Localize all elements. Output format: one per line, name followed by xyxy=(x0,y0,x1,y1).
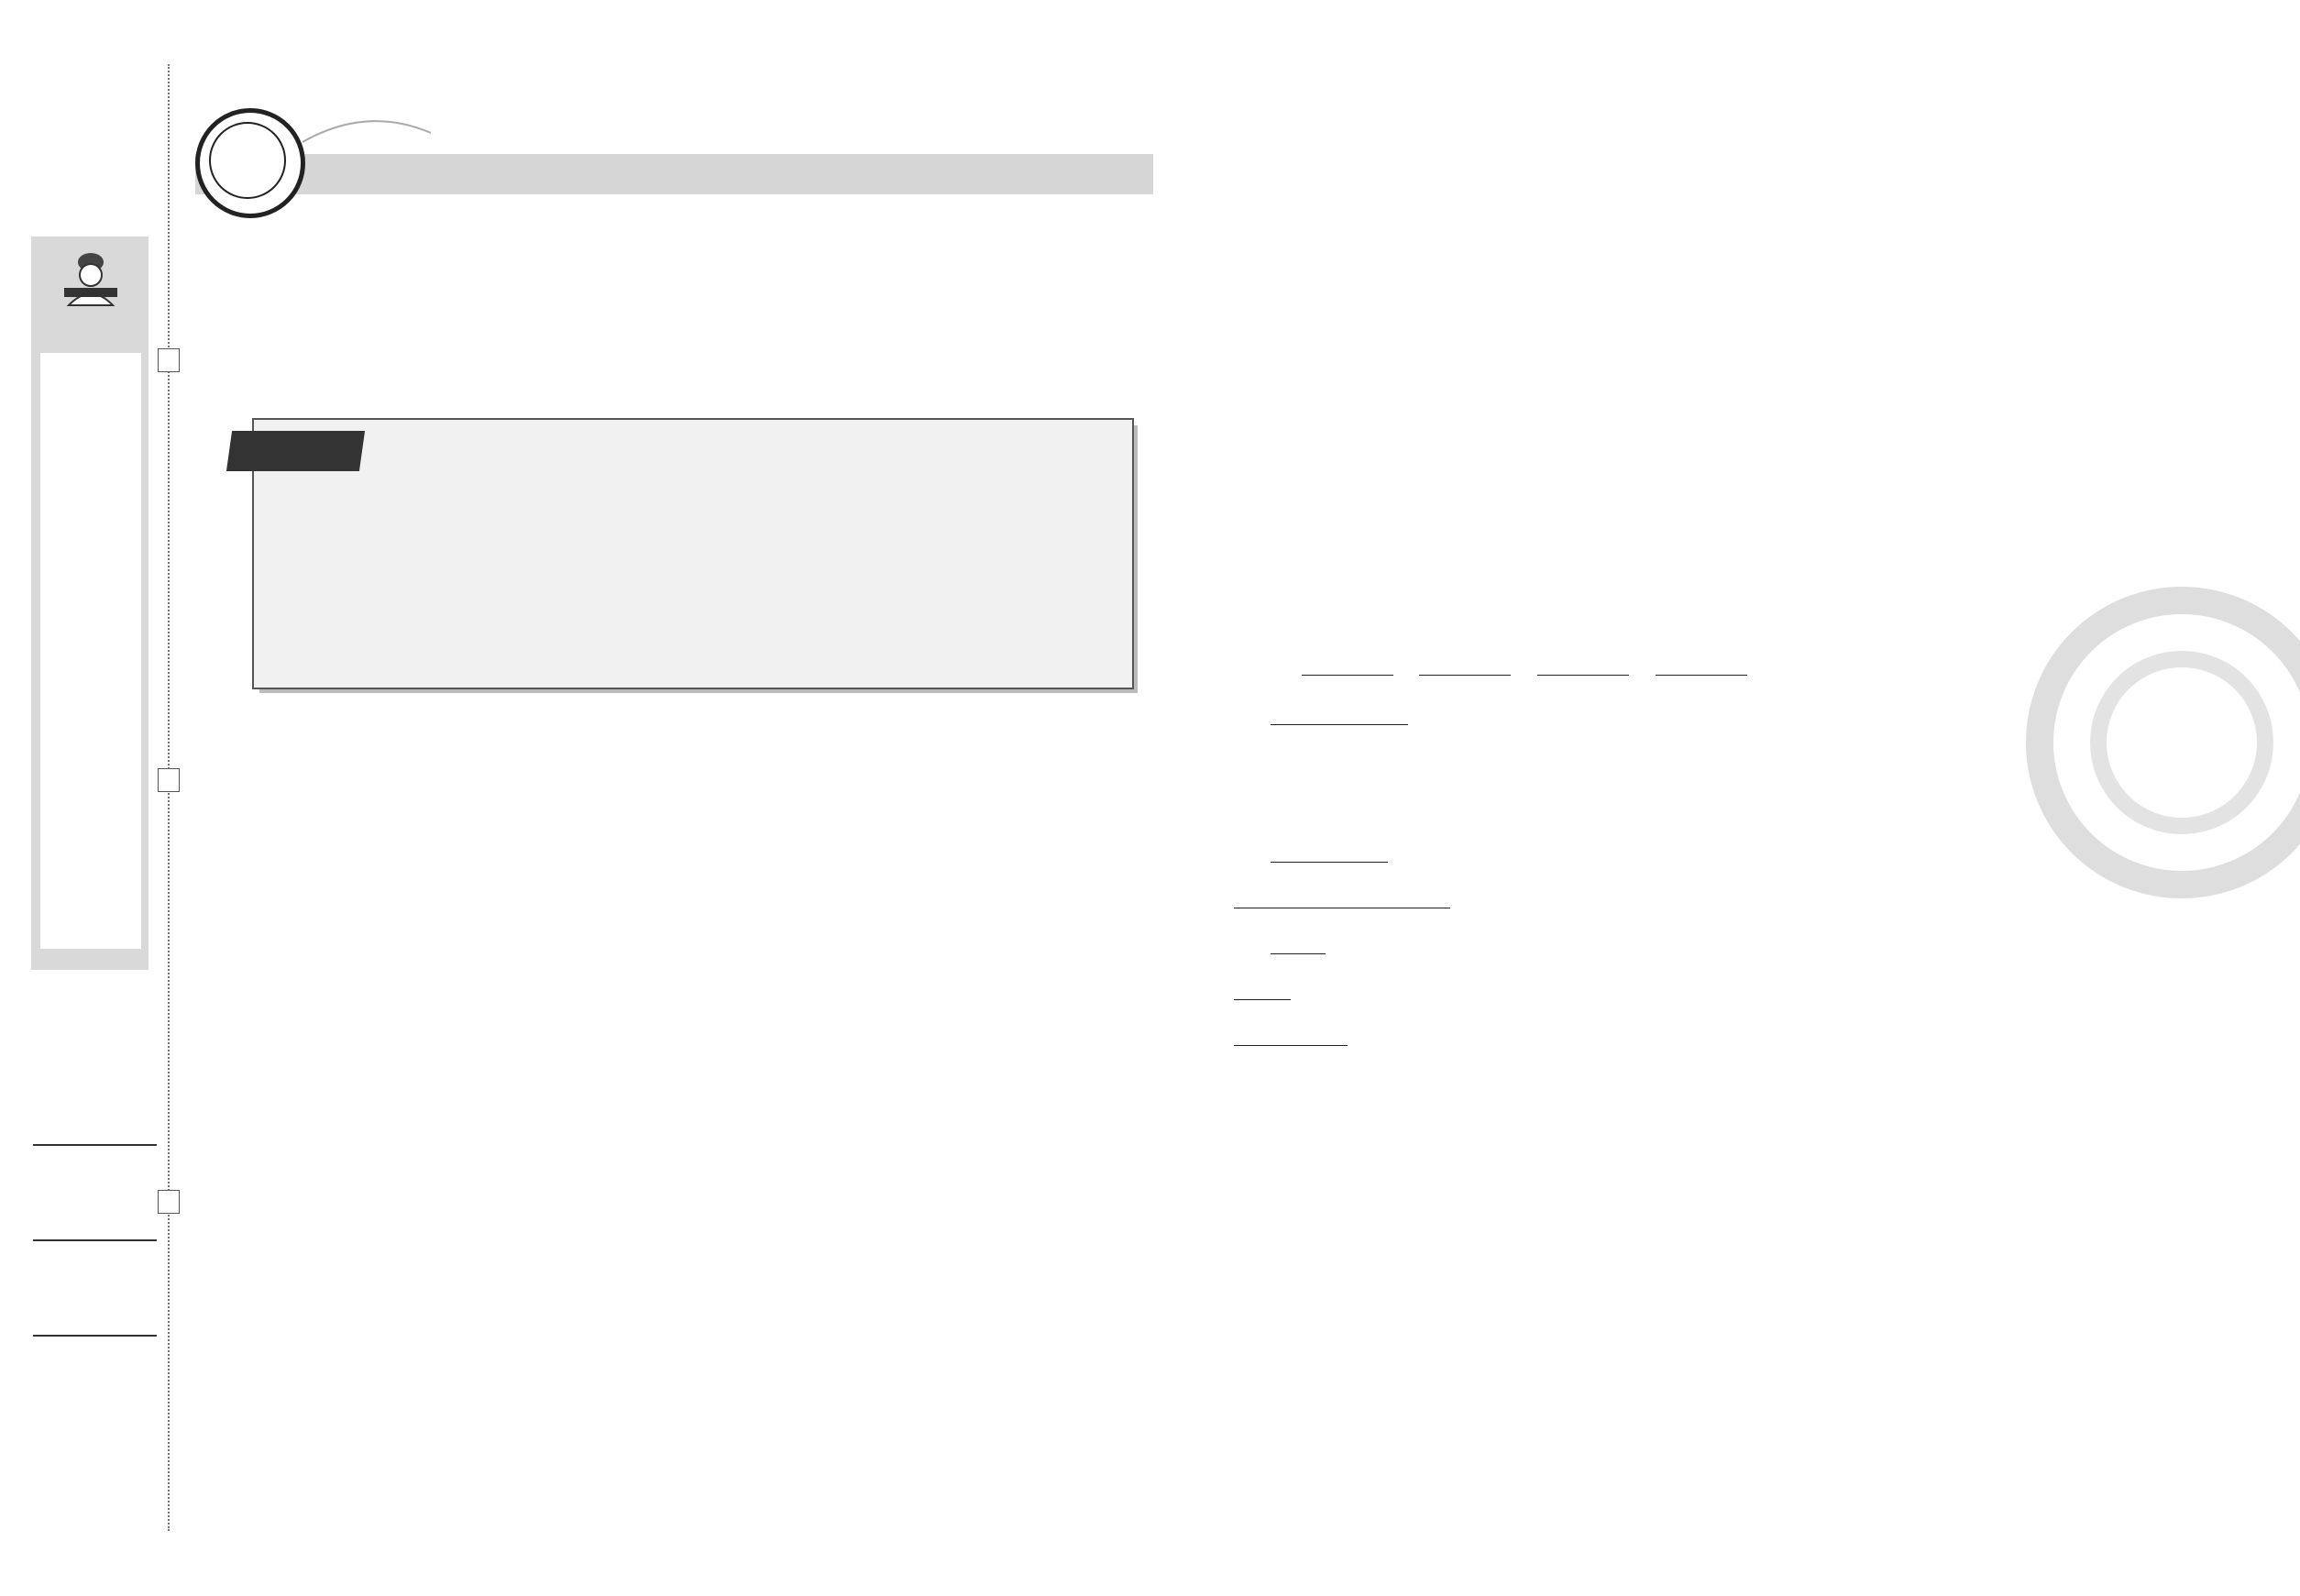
seal-mark-2 xyxy=(158,768,180,792)
ribbon-decoration-icon xyxy=(303,115,431,151)
section6-q2-line2 xyxy=(1234,975,1291,1000)
blank-bihua[interactable] xyxy=(1271,930,1326,954)
section6-q1-line2 xyxy=(1234,884,1450,908)
correction-blank-1[interactable] xyxy=(1302,675,1393,676)
blank-yinxu[interactable] xyxy=(1271,838,1329,863)
section6-q2-line3 xyxy=(1234,1021,1348,1046)
binding-dotted-line xyxy=(168,64,170,1531)
blank-juli-2[interactable] xyxy=(1234,1021,1291,1046)
q3-blank[interactable] xyxy=(1271,700,1408,725)
correction-blank-3[interactable] xyxy=(1537,675,1629,676)
editor-note-tag xyxy=(226,431,365,471)
blank-bushou[interactable] xyxy=(1234,884,1293,908)
school-field[interactable] xyxy=(33,1335,157,1337)
logo xyxy=(195,108,305,218)
motto-text-box xyxy=(40,353,141,949)
seal-mark-1 xyxy=(158,348,180,372)
editor-note-box xyxy=(252,418,1134,689)
blank-hua[interactable] xyxy=(1293,884,1348,908)
stamp-char xyxy=(2090,651,2273,834)
correction-blank-4[interactable] xyxy=(1656,675,1747,676)
class-field[interactable] xyxy=(33,1239,157,1241)
cartoon-scholar-icon xyxy=(55,246,127,310)
section6-q1-line1 xyxy=(1271,838,1388,863)
blank-juli[interactable] xyxy=(1234,975,1291,1000)
section5-q3 xyxy=(1271,700,1408,725)
title-banner xyxy=(195,154,1153,194)
correction-blank-2[interactable] xyxy=(1419,675,1511,676)
seal-mark-3 xyxy=(158,1190,180,1214)
blank-zuci[interactable] xyxy=(1348,884,1450,908)
blank-yinjie[interactable] xyxy=(1329,838,1388,863)
confidential-stamp xyxy=(2026,587,2300,898)
section6-q2-line1 xyxy=(1271,930,1326,954)
name-field[interactable] xyxy=(33,1144,157,1146)
blank-juguo[interactable] xyxy=(1291,1021,1348,1046)
